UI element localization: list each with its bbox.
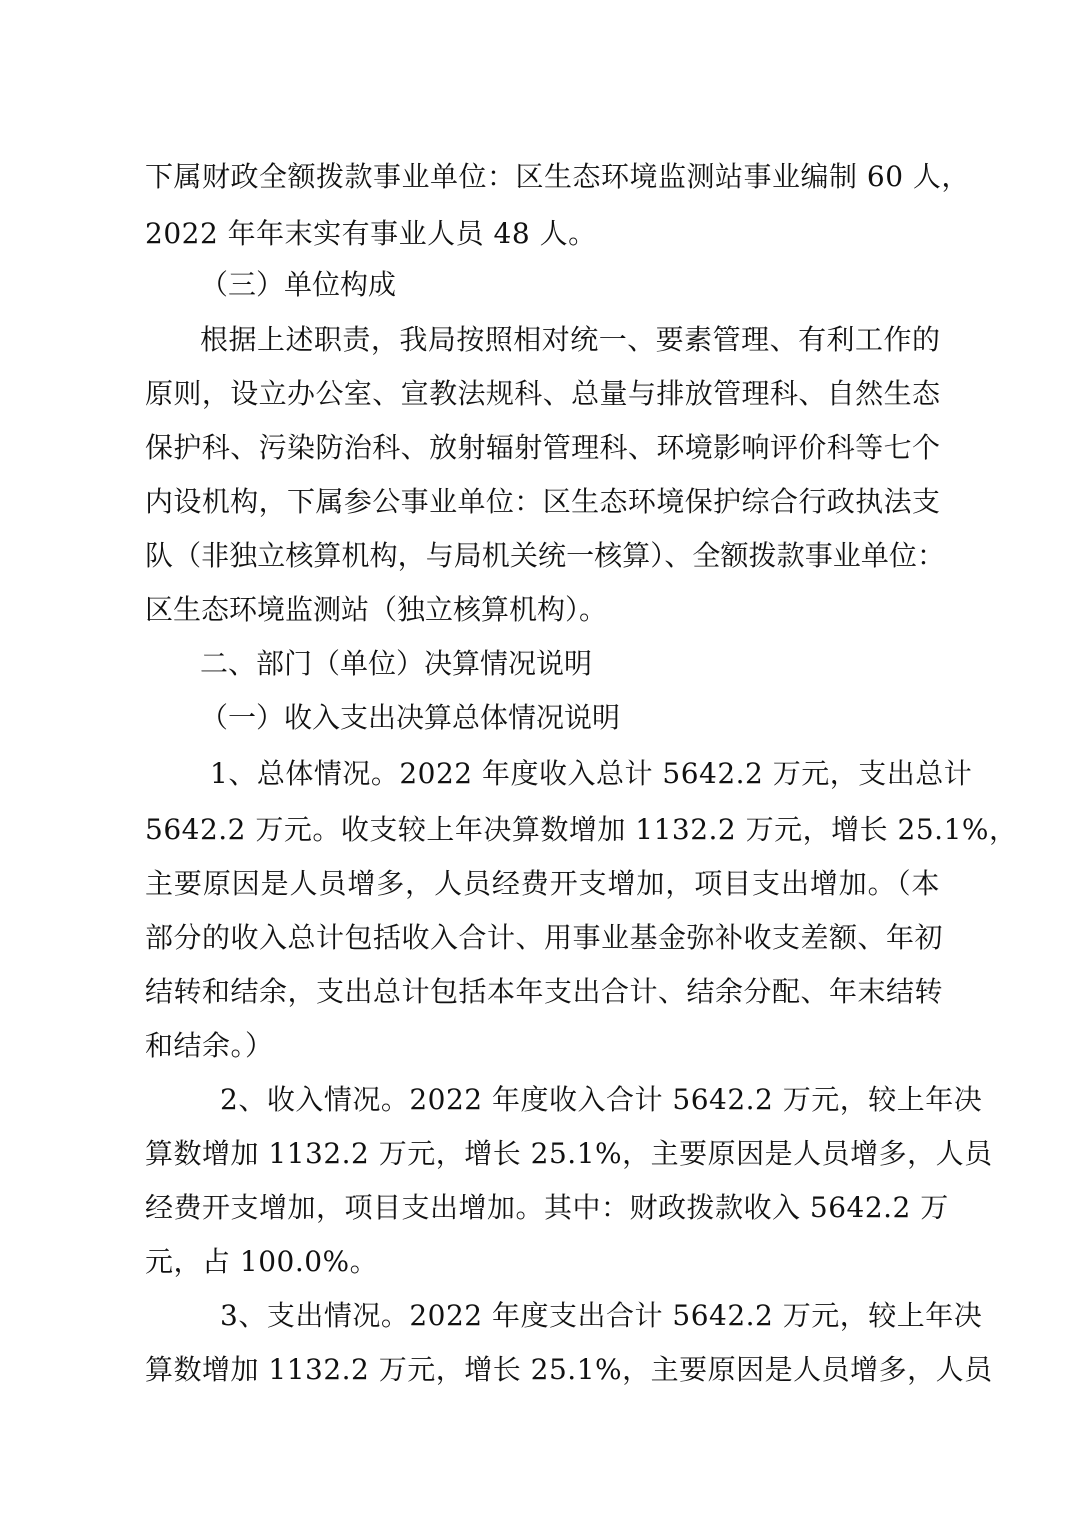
part2-heading: 二、部门（单位）决算情况说明 xyxy=(200,647,593,680)
section3-line-2: 原则，设立办公室、宣教法规科、总量与排放管理科、自然生态 xyxy=(145,377,940,410)
item3-line-2: 算数增加 1132.2 万元，增长 25.1%，主要原因是人员增多，人员 xyxy=(145,1353,993,1386)
item1-line-1: 1、总体情况。2022 年度收入总计 5642.2 万元，支出总计 xyxy=(210,757,973,790)
section3-line-3: 保护科、污染防治科、放射辐射管理科、环境影响评价科等七个 xyxy=(145,431,940,464)
item1-line-4: 部分的收入总计包括收入合计、用事业基金弥补收支差额、年初 xyxy=(145,921,944,954)
item1-line-6: 和结余。） xyxy=(145,1029,274,1062)
item2-line-4: 元，占 100.0%。 xyxy=(145,1245,379,1278)
section3-line-6: 区生态环境监测站（独立核算机构）。 xyxy=(145,593,608,626)
section3-line-4: 内设机构，下属参公事业单位：区生态环境保护综合行政执法支 xyxy=(145,485,940,518)
item1-line-2: 5642.2 万元。收支较上年决算数增加 1132.2 万元，增长 25.1%， xyxy=(145,813,1018,846)
item3-line-1: 3、支出情况。2022 年度支出合计 5642.2 万元，较上年决 xyxy=(220,1299,983,1332)
item2-line-2: 算数增加 1132.2 万元，增长 25.1%，主要原因是人员增多，人员 xyxy=(145,1137,993,1170)
item1-line-5: 结转和结余，支出总计包括本年支出合计、结余分配、年末结转 xyxy=(145,975,944,1008)
part2-sub-heading: （一）收入支出决算总体情况说明 xyxy=(200,701,621,734)
section-heading-unit-composition: （三）单位构成 xyxy=(200,268,397,301)
item1-line-3: 主要原因是人员增多，人员经费开支增加，项目支出增加。（本 xyxy=(145,867,940,900)
section3-line-1: 根据上述职责，我局按照相对统一、要素管理、有利工作的 xyxy=(200,323,940,356)
item2-line-3: 经费开支增加，项目支出增加。其中：财政拨款收入 5642.2 万 xyxy=(145,1191,949,1224)
intro-line-1: 下属财政全额拨款事业单位：区生态环境监测站事业编制 60 人， xyxy=(145,160,970,193)
intro-line-2: 2022 年年末实有事业人员 48 人。 xyxy=(145,217,597,250)
item2-line-1: 2、收入情况。2022 年度收入合计 5642.2 万元，较上年决 xyxy=(220,1083,983,1116)
section3-line-5: 队（非独立核算机构，与局机关统一核算）、全额拨款事业单位： xyxy=(145,539,945,572)
